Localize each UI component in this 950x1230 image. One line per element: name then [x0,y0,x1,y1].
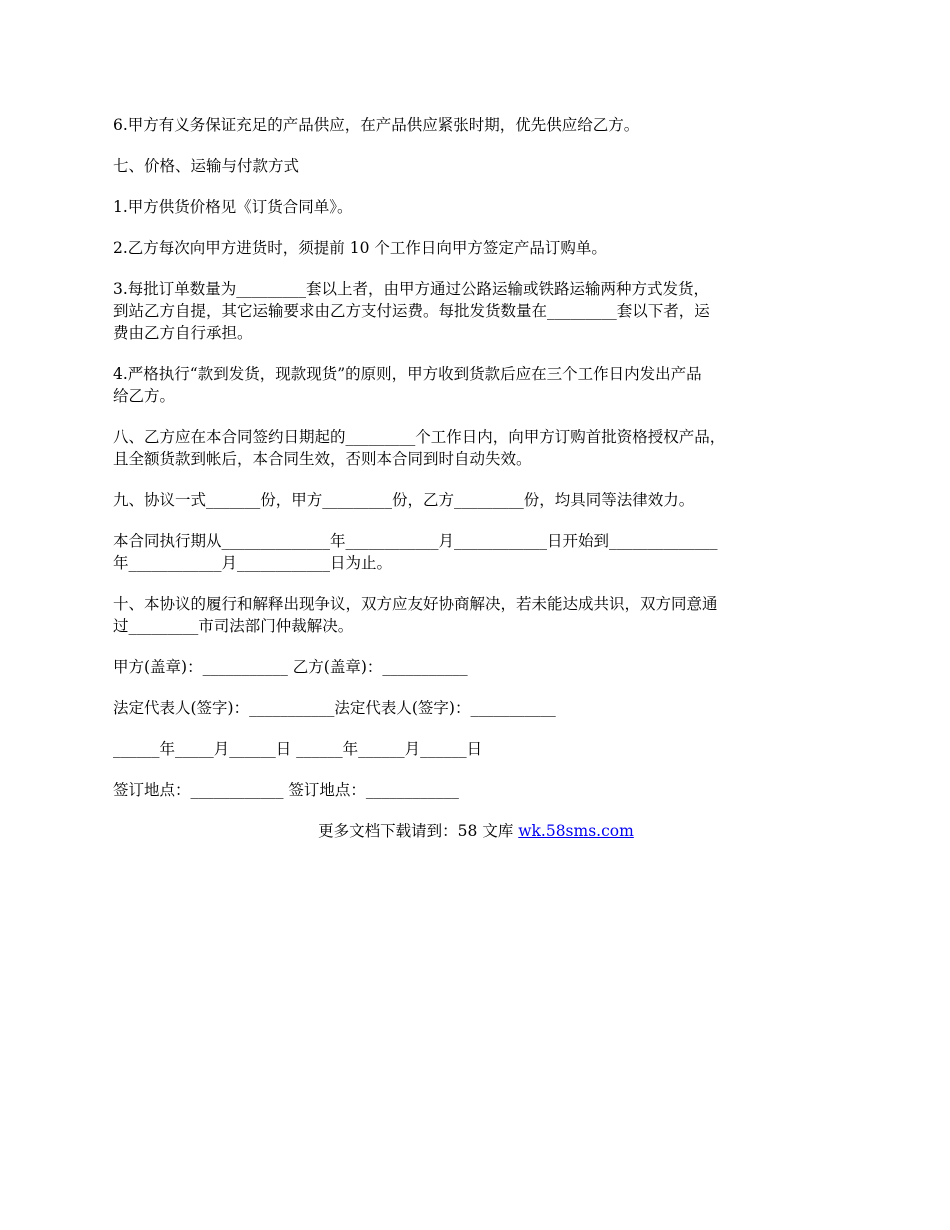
clause-payment [113,363,839,407]
section-7-heading: 七、价格、运输与付款方式 [113,157,300,175]
section-8 [113,426,839,470]
clause-shipping-line-2: 到站乙方自提，其它运输要求由乙方支付运费。每批发货数量在_________套以下者，运 [113,302,710,320]
clause-payment-line-2: 给乙方。 [113,387,176,405]
signing-date-line: ______年_____月______日 ______年______月______日 [113,740,483,758]
section-9-copies: 九、协议一式_______份，甲方_________份，乙方_________份，均具同等法律效力。 [113,491,695,509]
seal-line: 甲方(盖章)：___________ 乙方(盖章)：___________ [113,658,468,676]
footer-link[interactable]: wk.58sms.com [518,822,634,840]
section-8-line-2: 且全额货款到帐后，本合同生效，否则本合同到时自动失效。 [113,450,532,468]
contract-term-line-1: 本合同执行期从______________年____________月____________日开始到______________ [113,532,718,550]
footer-download-note [113,820,839,842]
legal-representative-line: 法定代表人(签字)：___________法定代表人(签字)：___________ [113,699,556,717]
contract-term-line-2: 年____________月____________日为止。 [113,554,393,572]
clause-6-supply: 6.甲方有义务保证充足的产品供应，在产品供应紧张时期，优先供应给乙方。 [113,116,640,134]
clause-shipping-line-3: 费由乙方自行承担。 [113,324,253,342]
clause-payment-line-1: 4.严格执行“款到发货，现款现货”的原则，甲方收到货款后应在三个工作日内发出产品 [113,365,702,383]
clause-order-notice: 2.乙方每次向甲方进货时，须提前 10 个工作日向甲方签定产品订购单。 [113,239,607,257]
contract-body [113,114,839,842]
clause-price: 1.甲方供货价格见《订货合同单》。 [113,198,353,216]
footer-prefix: 更多文档下载请到：58 文库 [318,822,519,840]
section-8-line-1: 八、乙方应在本合同签约日期起的_________个工作日内，向甲方订购首批资格授权产品， [113,428,726,446]
section-10-line-2: 过_________市司法部门仲裁解决。 [113,617,354,635]
section-10-line-1: 十、本协议的履行和解释出现争议，双方应友好协商解决，若未能达成共识，双方同意通 [113,595,718,613]
section-10-dispute [113,593,839,637]
signing-location-line: 签订地点：____________ 签订地点：____________ [113,781,459,799]
contract-term [113,530,839,574]
clause-shipping [113,278,839,344]
clause-shipping-line-1: 3.每批订单数量为_________套以上者，由甲方通过公路运输或铁路运输两种方式发货， [113,280,710,298]
